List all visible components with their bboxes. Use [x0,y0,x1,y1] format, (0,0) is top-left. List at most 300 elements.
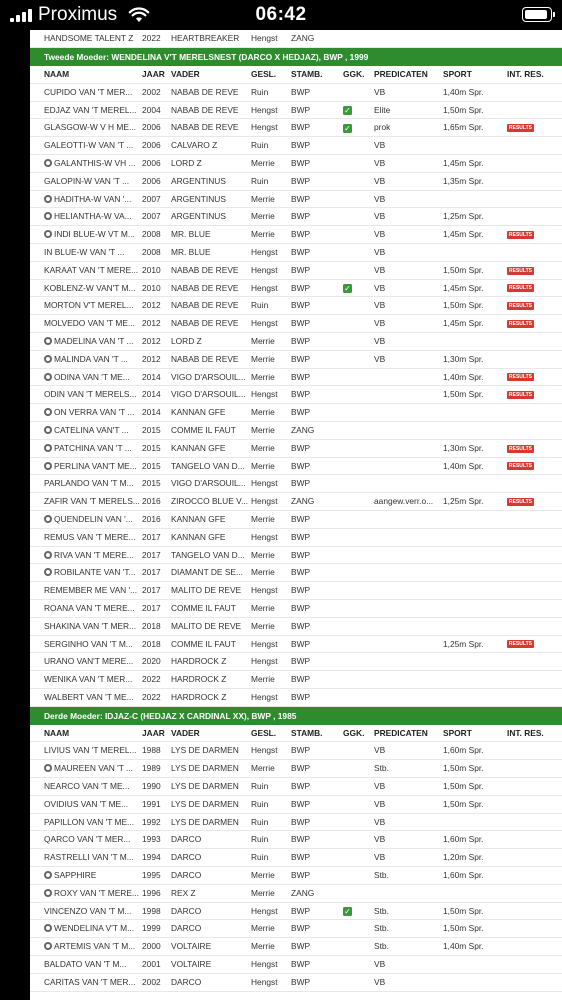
table-row[interactable] [30,582,562,600]
horse-name[interactable] [44,297,136,314]
table-row[interactable] [30,760,562,778]
horse-sire: COMME IL FAUT [171,602,236,613]
horse-name-text: OVIDIUS VAN 'T ME... [44,798,129,809]
horse-studbook: ZANG [291,496,315,507]
results-badge[interactable]: RESULTS [509,445,532,452]
horse-name[interactable] [44,422,136,439]
horse-sire: ZIROCCO BLUE V... [171,496,248,507]
horse-sire: DARCO [171,976,202,987]
horse-name[interactable] [44,564,136,581]
horse-name[interactable] [44,814,136,831]
horse-name[interactable] [44,262,139,279]
horse-name[interactable] [44,511,136,528]
horse-year: 1990 [142,781,161,792]
horse-sire: TANGELO VAN D... [171,549,245,560]
horse-name[interactable] [44,600,136,617]
horse-predicates: Stb. [374,870,389,881]
results-cell [507,297,557,314]
horse-year: 2007 [142,193,161,204]
horse-studbook: BWP [291,211,311,222]
table-row[interactable] [30,208,562,226]
table-row[interactable] [30,778,562,796]
column-header-results[interactable]: INT. RES. [507,727,544,738]
horse-sex: Ruin [251,86,269,97]
horse-sex: Merrie [251,941,275,952]
column-header-sire[interactable]: VADER [171,727,200,738]
horse-name[interactable] [44,653,136,670]
horse-predicates: VB [374,335,386,346]
horse-sire: CALVARO Z [171,140,218,151]
table-row[interactable] [30,831,562,849]
table-row[interactable] [30,564,562,582]
horse-year: 2008 [142,246,161,257]
results-badge[interactable]: RESULTS [509,125,532,132]
horse-name-text: ROXY VAN 'T MERE... [54,887,139,898]
horse-name[interactable] [44,920,136,937]
battery-icon [522,7,552,22]
horse-name[interactable] [44,351,136,368]
horse-year: 2012 [142,353,161,364]
column-header-sport[interactable]: SPORT [443,727,472,738]
horse-sire: REX Z [171,887,196,898]
table-row[interactable] [30,618,562,636]
table-row[interactable] [30,742,562,760]
horse-name-text: QARCO VAN 'T MER... [44,834,131,845]
horse-sex: Merrie [251,371,275,382]
table-row[interactable] [30,422,562,440]
horse-year: 2017 [142,585,161,596]
horse-name-text: MADELINA VAN 'T ... [54,335,134,346]
horse-sport-level: 1,25m Spr. [443,638,484,649]
horse-sex: Merrie [251,620,275,631]
horse-sex: Hengst [251,585,278,596]
table-row[interactable] [30,226,562,244]
table-row[interactable] [30,155,562,173]
horse-studbook: BWP [291,478,311,489]
horse-name[interactable] [44,137,136,154]
table-row[interactable] [30,297,562,315]
table-row[interactable] [30,458,562,476]
horse-sex: Merrie [251,549,275,560]
horse-sex: Ruin [251,781,269,792]
carrier-name: Proximus [38,4,118,25]
table-row[interactable] [30,920,562,938]
table-row[interactable] [30,84,562,102]
horse-year: 1991 [142,798,161,809]
horse-name[interactable] [44,529,136,546]
ggk-check-icon: ✓ [344,123,351,133]
horse-name-text: MALINDA VAN 'T ... [54,353,128,364]
results-cell [507,440,557,457]
column-header-ggk[interactable]: GGK. [343,69,365,79]
horse-sex: Hengst [251,478,278,489]
horse-sport-level: 1,35m Spr. [443,175,484,186]
results-badge[interactable]: RESULTS [509,320,532,327]
horse-name-text: GLASGOW-W V H ME... [44,122,136,133]
offspring-icon [44,337,52,345]
horse-sire: HARDROCK Z [171,674,227,685]
results-cell [507,386,557,403]
horse-year: 2018 [142,638,161,649]
horse-name-text: PATCHINA VAN 'T ... [54,442,132,453]
horse-sport-level: 1,45m Spr. [443,318,484,329]
horse-studbook: BWP [291,353,311,364]
horse-name[interactable] [44,618,136,635]
horse-studbook: BWP [291,816,311,827]
horse-predicates: VB [374,246,386,257]
column-header-sire[interactable]: VADER [171,69,200,79]
horse-year: 2014 [142,407,161,418]
horse-name[interactable] [44,849,136,866]
horse-sire: KANNAN GFE [171,513,226,524]
horse-sire: LYS DE DARMEN [171,816,239,827]
horse-sport-level: 1,60m Spr. [443,870,484,881]
horse-sire: KANNAN GFE [171,442,226,453]
horse-studbook: BWP [291,407,311,418]
horse-name[interactable] [44,547,136,564]
table-row[interactable] [30,956,562,974]
horse-sex: Ruin [251,300,269,311]
horse-predicates: Stb. [374,923,389,934]
horse-year: 2008 [142,229,161,240]
horse-year: 2017 [142,567,161,578]
horse-sire: NABAB DE REVE [171,353,239,364]
horse-name-text: GALEOTTI-W VAN 'T ... [44,140,134,151]
table-row[interactable] [30,511,562,529]
offspring-icon [44,159,52,167]
horse-year: 2006 [142,140,161,151]
horse-predicates: VB [374,264,386,275]
horse-sex: Merrie [251,193,275,204]
horse-sire: DARCO [171,905,202,916]
horse-sire: LORD Z [171,157,202,168]
column-header-sport[interactable]: SPORT [443,69,472,79]
table-row[interactable] [30,867,562,885]
horse-sport-level: 1,30m Spr. [443,353,484,364]
table-row[interactable] [30,600,562,618]
table-row[interactable] [30,885,562,903]
horse-name-text: LIVIUS VAN 'T MEREL... [44,745,137,756]
horse-predicates: VB [374,834,386,845]
horse-sex: Hengst [251,638,278,649]
table-row[interactable] [30,173,562,191]
results-badge[interactable]: RESULTS [509,498,532,505]
table-row[interactable] [30,369,562,387]
offspring-icon [44,924,52,932]
horse-name[interactable] [44,244,136,261]
table-row[interactable] [30,244,562,262]
section-header: Derde Moeder: IDJAZ-C (HEDJAZ X CARDINAL XX), BWP , 1985 [30,707,562,725]
horse-sire: HARDROCK Z [171,656,227,667]
ggk-cell [343,280,359,297]
table-row[interactable] [30,636,562,654]
horse-name[interactable] [44,369,136,386]
horse-year: 2016 [142,513,161,524]
horse-studbook: BWP [291,567,311,578]
horse-name-text: ARTEMIS VAN 'T M... [54,941,136,952]
horse-sire: HARDROCK Z [171,691,227,702]
horse-sire: NABAB DE REVE [171,282,239,293]
horse-name[interactable] [44,671,136,688]
column-header-studbook[interactable]: STAMB. [291,69,323,79]
table-row[interactable] [30,796,562,814]
table-row[interactable] [30,191,562,209]
horse-name[interactable] [44,208,136,225]
horse-name[interactable] [44,742,136,759]
horse-name[interactable] [44,404,136,421]
results-badge[interactable]: RESULTS [509,641,532,648]
table-row[interactable] [30,102,562,120]
table-row[interactable] [30,404,562,422]
horse-name-text: PERLINA VAN'T ME... [54,460,137,471]
table-row[interactable] [30,386,562,404]
horse-sire: ARGENTINUS [171,211,226,222]
horse-studbook: BWP [291,513,311,524]
horse-name[interactable] [44,493,140,510]
horse-sex: Hengst [251,745,278,756]
horse-predicates: Stb. [374,941,389,952]
horse-sire: ARGENTINUS [171,193,226,204]
table-row[interactable] [30,938,562,956]
table-row[interactable] [30,974,562,992]
horse-name[interactable] [44,796,136,813]
table-row[interactable] [30,315,562,333]
table-row[interactable] [30,493,562,511]
horse-predicates: VB [374,140,386,151]
horse-predicates: VB [374,816,386,827]
results-cell [507,458,557,475]
table-row[interactable] [30,547,562,565]
horse-sex: Merrie [251,407,275,418]
table-row[interactable] [30,529,562,547]
horse-sire: TANGELO VAN D... [171,460,245,471]
column-header-year[interactable]: JAAR [142,69,165,79]
results-badge[interactable]: RESULTS [509,303,532,310]
horse-name[interactable] [44,778,136,795]
horse-sire: COMME IL FAUT [171,638,236,649]
table-row[interactable] [30,280,562,298]
horse-year: 2015 [142,442,161,453]
results-badge[interactable]: RESULTS [509,231,532,238]
horse-name[interactable] [44,475,136,492]
horse-year: 2012 [142,335,161,346]
table-row[interactable] [30,137,562,155]
horse-year: 1995 [142,870,161,881]
horse-sire: DARCO [171,870,202,881]
horse-name[interactable] [44,938,136,955]
horse-sport-level: 1,50m Spr. [443,104,484,115]
horse-predicates: Elite [374,104,391,115]
horse-predicates: Stb. [374,905,389,916]
horse-name-text: ZAFIR VAN 'T MERELS... [44,496,140,507]
column-header-results[interactable]: INT. RES. [507,69,544,79]
column-header-ggk[interactable]: GGK. [343,727,365,738]
horse-sire: COMME IL FAUT [171,424,236,435]
horse-sex: Merrie [251,442,275,453]
offspring-icon [44,212,52,220]
horse-name[interactable] [44,885,139,902]
horse-year: 2001 [142,959,161,970]
horse-studbook: BWP [291,442,311,453]
horse-name-text: MORTON V'T MEREL... [44,300,134,311]
horse-name-text: SERGINHO VAN 'T M... [44,638,133,649]
column-header-sex[interactable]: GESL. [251,727,277,738]
table-row[interactable] [30,814,562,832]
horse-sport-level: 1,45m Spr. [443,157,484,168]
column-header-predicates[interactable]: PREDICATEN [374,727,428,738]
horse-sire: KANNAN GFE [171,531,226,542]
horse-studbook: BWP [291,870,311,881]
horse-name[interactable] [44,689,136,706]
offspring-icon [44,373,52,381]
horse-name-text: EDJAZ VAN 'T MEREL... [44,104,137,115]
horse-sport-level: 1,50m Spr. [443,798,484,809]
horse-sire: NABAB DE REVE [171,264,239,275]
table-row[interactable] [30,262,562,280]
horse-name[interactable] [44,333,136,350]
column-header-name[interactable]: NAAM [44,727,70,738]
horse-name[interactable]: HANDSOME TALENT Z [44,33,134,43]
horse-name[interactable] [44,636,136,653]
horse-sex: Ruin [251,140,269,151]
status-bar [0,0,562,30]
horse-name[interactable] [44,440,136,457]
horse-sex: Hengst [251,122,278,133]
column-header-year[interactable]: JAAR [142,727,165,738]
horse-sire: LYS DE DARMEN [171,798,239,809]
horse-sex: Merrie [251,923,275,934]
horse-sire: MR. BLUE [171,246,211,257]
horse-name[interactable] [44,173,136,190]
horse-year: 1988 [142,745,161,756]
column-header-predicates[interactable]: PREDICATEN [374,69,428,79]
offspring-icon [44,444,52,452]
horse-sire: LYS DE DARMEN [171,763,239,774]
horse-sire: NABAB DE REVE [171,300,239,311]
horse-studbook: ZANG [291,424,315,435]
horse-sex: Merrie [251,567,275,578]
horse-name[interactable] [44,191,136,208]
column-header-name[interactable]: NAAM [44,69,70,79]
offspring-icon [44,462,52,470]
horse-year: 2017 [142,531,161,542]
horse-sire: VIGO D'ARSOUIL... [171,478,246,489]
horse-name[interactable] [44,119,136,136]
horse-predicates: VB [374,798,386,809]
table-row[interactable] [30,351,562,369]
horse-name[interactable] [44,84,136,101]
horse-studbook: BWP [291,122,311,133]
horse-predicates: prok [374,122,391,133]
horse-year: 2015 [142,478,161,489]
table-row[interactable] [30,671,562,689]
table-row[interactable] [30,30,562,48]
results-badge[interactable]: RESULTS [509,374,532,381]
ggk-cell [343,119,359,136]
horse-studbook: BWP [291,923,311,934]
horse-name[interactable] [44,867,136,884]
horse-name[interactable] [44,831,136,848]
horse-sire: MALITO DE REVE [171,585,242,596]
horse-name-text: VINCENZO VAN 'T M... [44,905,132,916]
column-header-studbook[interactable]: STAMB. [291,727,323,738]
horse-studbook: BWP [291,460,311,471]
horse-studbook: BWP [291,602,311,613]
horse-predicates: VB [374,157,386,168]
horse-name-text: GALOPIN-W VAN 'T ... [44,175,130,186]
horse-name[interactable] [44,102,136,119]
horse-predicates: VB [374,318,386,329]
horse-sire: KANNAN GFE [171,407,226,418]
horse-name[interactable] [44,280,136,297]
horse-studbook: BWP [291,229,311,240]
horse-name[interactable] [44,226,136,243]
table-row[interactable] [30,440,562,458]
horse-name[interactable] [44,582,136,599]
results-cell [507,493,557,510]
table-row[interactable] [30,849,562,867]
horse-studbook: BWP [291,371,311,382]
results-badge[interactable]: RESULTS [509,463,532,470]
horse-sex: Merrie [251,229,275,240]
table-header-row [30,725,562,743]
horse-year: 2017 [142,549,161,560]
results-badge[interactable]: RESULTS [509,285,532,292]
horse-name[interactable] [44,458,136,475]
horse-sex: Merrie [251,602,275,613]
horse-studbook: BWP [291,638,311,649]
offspring-icon [44,942,52,950]
horse-predicates: Stb. [374,763,389,774]
table-header-row [30,66,562,84]
horse-sire: VOLTAIRE [171,959,212,970]
table-row[interactable] [30,119,562,137]
horse-sex: Hengst [251,905,278,916]
horse-studbook: BWP [291,193,311,204]
horse-sex: Hengst [251,264,278,275]
column-header-sex[interactable]: GESL. [251,69,277,79]
horse-sex: Hengst [251,246,278,257]
horse-studbook: BWP [291,175,311,186]
horse-name[interactable] [44,386,136,403]
horse-name[interactable] [44,760,136,777]
horse-sex: Merrie [251,870,275,881]
table-row[interactable] [30,689,562,707]
results-badge[interactable]: RESULTS [509,392,532,399]
horse-name[interactable] [44,956,136,973]
sections-container [30,48,562,992]
horse-year: 2016 [142,496,161,507]
offspring-icon [44,230,52,238]
table-row[interactable] [30,903,562,921]
horse-sex: Hengst [251,496,278,507]
horse-name[interactable] [44,155,136,172]
horse-sex: Hengst [251,691,278,702]
table-row[interactable] [30,475,562,493]
horse-name[interactable] [44,903,136,920]
horse-name[interactable] [44,315,136,332]
horse-name[interactable] [44,974,136,991]
horse-sex: Merrie [251,887,275,898]
table-row[interactable] [30,653,562,671]
horse-name-text: QUENDELIN VAN '... [54,513,133,524]
results-badge[interactable]: RESULTS [509,267,532,274]
section-header: Tweede Moeder: WENDELINA V'T MERELSNEST (DARCO X HEDJAZ), BWP , 1999 [30,48,562,66]
horse-studbook: BWP [291,745,311,756]
horse-sport-level: 1,50m Spr. [443,300,484,311]
horse-year: 2022 [142,691,161,702]
table-row[interactable] [30,333,562,351]
